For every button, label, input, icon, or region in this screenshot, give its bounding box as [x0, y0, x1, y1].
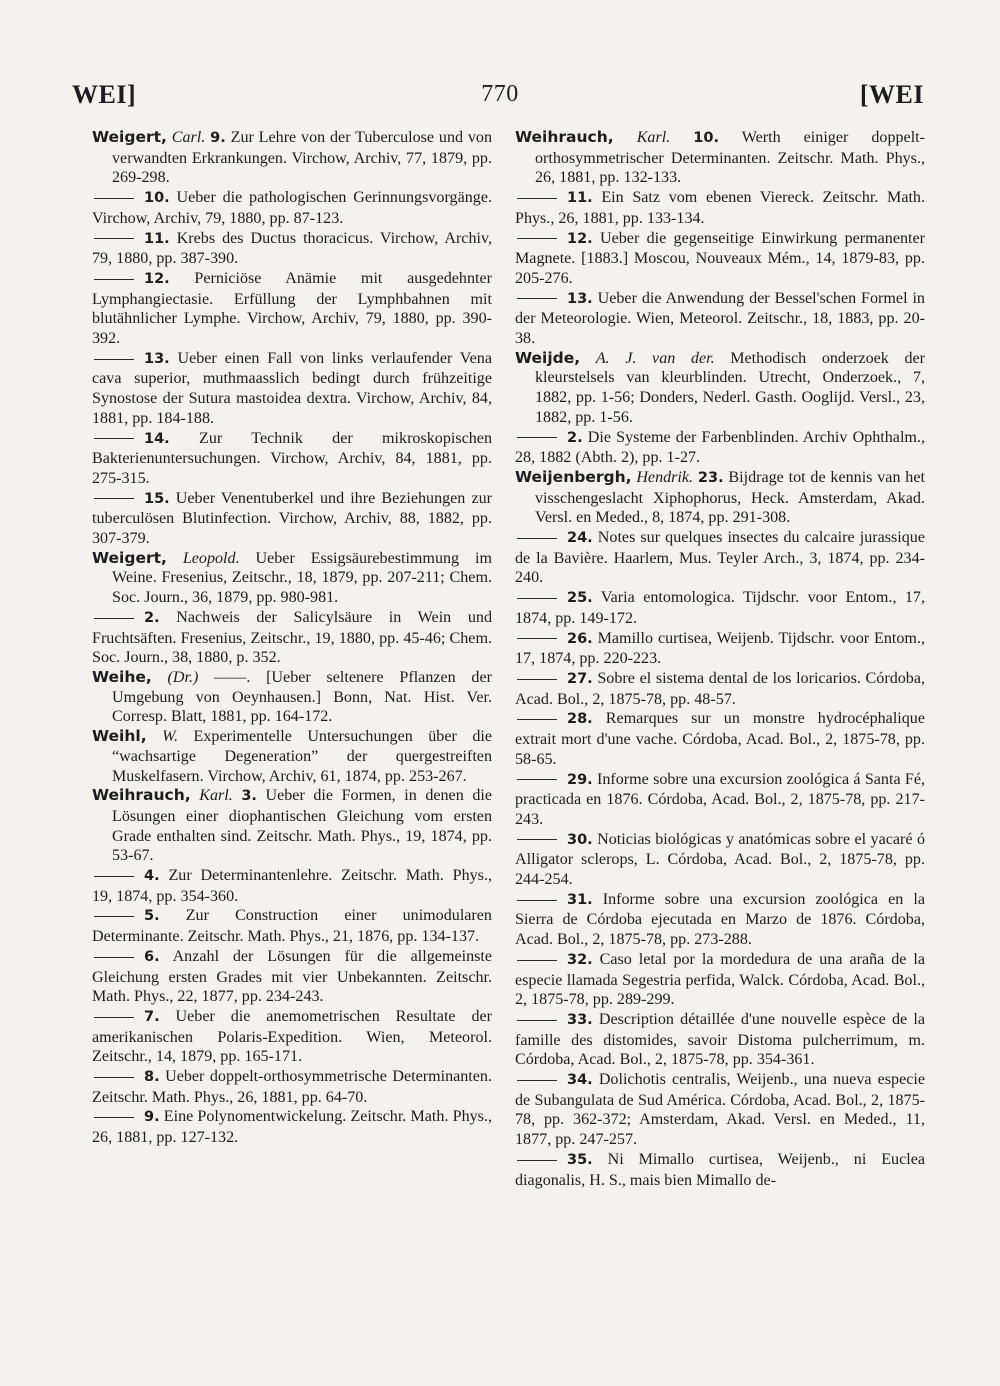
ditto-dash	[517, 839, 557, 840]
author-given-name: A. J. van der.	[595, 349, 715, 367]
entry-number: 24.	[567, 530, 593, 547]
entry-number: 11.	[567, 190, 593, 207]
entry-text: Ni Mimallo curtisea, Weijenb., ni Euclea diagonalis, H. S., mais bien Mimallo de-	[515, 1150, 925, 1189]
entry-text: Ueber Essigsäurebestimmung im Weine. Fresenius, Zeitschr., 18, 1879, pp. 207-211; Chem. Soc. Journ., 36, 1879, pp. 980-981.	[112, 549, 492, 607]
ditto-dash	[94, 957, 134, 958]
bibliography-entry	[515, 709, 925, 769]
author-name: Weihe,	[92, 667, 152, 686]
bibliography-entry	[515, 890, 925, 950]
entry-number: 35.	[567, 1151, 593, 1168]
entry-number: 15.	[144, 490, 170, 507]
entry-text: Eine Polynomentwickelung. Zeitschr. Math. Phys., 26, 1881, pp. 127-132.	[92, 1108, 492, 1147]
bibliography-entry	[92, 549, 492, 608]
ditto-dash	[517, 538, 557, 539]
entry-number: 2.	[144, 609, 160, 626]
bibliography-entry	[515, 588, 925, 628]
entry-text: Nachweis der Salicylsäure in Wein und Fruchtsäften. Fresenius, Zeitschr., 19, 1880, pp. 45-46; Chem. Soc. Journ., 38, 1880, p. 352.	[92, 608, 492, 667]
author-given-name: Hendrik.	[636, 468, 694, 486]
author-name: Weihrauch,	[92, 786, 191, 805]
entry-text: Die Systeme der Farbenblinden. Archiv Ophthalm., 28, 1882 (Abth. 2), pp. 1-27.	[515, 428, 925, 467]
ditto-dash	[94, 916, 134, 917]
bibliography-entry	[92, 128, 492, 188]
entry-number: 13.	[144, 350, 170, 367]
ditto-dash	[517, 719, 557, 720]
bibliography-entry	[92, 429, 492, 489]
bibliography-entry	[92, 269, 492, 349]
entry-number: 32.	[567, 951, 593, 968]
author-name: Weijenbergh,	[515, 467, 632, 486]
bibliography-entry	[515, 629, 925, 669]
bibliography-entry	[515, 669, 925, 709]
ditto-dash	[94, 498, 134, 499]
entry-text: Werth einiger doppelt-orthosymmetrischer Determinanten. Zeitschr. Math. Phys., 26, 1881, pp. 132-133.	[535, 129, 925, 187]
author-given-name: (Dr.)	[167, 668, 199, 686]
entry-text: Experimentelle Untersuchungen über die “wachsartige Degeneration” der quergestreiften Muskelfasern. Virchow, Archiv, 61, 1874, pp. 253-267.	[112, 728, 492, 785]
entry-number: 10.	[144, 190, 170, 207]
entry-number: 27.	[567, 670, 593, 687]
bibliography-entry	[515, 468, 925, 528]
ditto-dash	[94, 618, 134, 619]
author-given-name: Karl.	[636, 129, 671, 146]
bibliography-entry	[92, 786, 492, 866]
entry-text: Varia entomologica. Tijdschr. voor Entom., 17, 1874, pp. 149-172.	[515, 589, 926, 627]
entry-number: 4.	[144, 868, 160, 885]
bibliography-entry	[92, 349, 492, 429]
entry-number: 12.	[144, 270, 170, 287]
entry-number: 3.	[241, 788, 257, 805]
bibliography-entry	[92, 1007, 492, 1067]
entry-number: 23.	[697, 469, 724, 486]
ditto-dash	[94, 359, 134, 360]
entry-text: Perniciöse Anämie mit ausgedehnter Lymphangiectasie. Erfüllung der Lymphbahnen mit blutähnlicher Lymphe. Virchow, Archiv, 79, 1880, pp. 390-392.	[92, 269, 492, 348]
ditto-dash	[517, 779, 557, 780]
entry-text: Ueber die gegenseitige Einwirkung permanenter Magnete. [1883.] Moscou, Nouveaux Mém., 14, 1879-83, pp. 205-276.	[515, 229, 925, 287]
entry-text: Ein Satz vom ebenen Viereck. Zeitschr. Math. Phys., 26, 1881, pp. 133-134.	[515, 189, 926, 227]
page-number: 770	[481, 81, 519, 107]
entry-number: 28.	[567, 711, 593, 728]
ditto-dash	[517, 679, 557, 680]
entry-number: 2.	[567, 429, 583, 446]
entry-text: Ueber die Anwendung der Bessel'schen Formel in der Meteorologie. Wien, Meteorol. Zeitschr., 18, 1883, pp. 20-38.	[515, 289, 925, 348]
ditto-dash	[517, 638, 557, 639]
entry-text: Krebs des Ductus thoracicus. Virchow, Archiv, 79, 1880, pp. 387-390.	[92, 229, 492, 268]
entry-number: 10.	[693, 130, 719, 146]
entry-text: Mamillo curtisea, Weijenb. Tijdschr. voor Entom., 17, 1874, pp. 220-223.	[515, 629, 925, 668]
bibliography-entry	[92, 229, 492, 269]
entry-number: 5.	[144, 908, 160, 925]
entry-text: Remarques sur un monstre hydrocéphalique extrait mort d'une vache. Córdoba, Acad. Bol., 2, 1875-78, pp. 58-65.	[515, 710, 925, 768]
bibliography-entry	[92, 489, 492, 549]
ditto-dash	[94, 438, 134, 439]
author-name: Weigert,	[92, 128, 167, 146]
ditto-dash	[517, 437, 557, 438]
bibliography-entry	[515, 229, 925, 289]
ditto-dash	[94, 1017, 134, 1018]
ditto-dash	[94, 238, 134, 239]
author-given-name: Leopold.	[182, 549, 240, 567]
entry-text: Ueber die anemometrischen Resultate der amerikanischen Polaris-Expedition. Wien, Meteorol. Zeitschr., 14, 1879, pp. 165-171.	[92, 1007, 493, 1066]
bibliography-entry	[92, 947, 492, 1007]
bibliography-entry	[515, 1010, 925, 1070]
author-name: Weigert,	[92, 548, 167, 567]
entry-number: 33.	[567, 1011, 593, 1028]
entry-number: 11.	[144, 230, 170, 247]
running-head-left: WEI]	[72, 80, 137, 109]
bibliography-entry	[515, 1070, 925, 1150]
bibliography-entry	[92, 906, 492, 946]
entry-text: Informe sobre una excursion zoológica á Santa Fé, practicada en 1876. Córdoba, Acad. Bol., 2, 1875-78, pp. 217-243.	[515, 770, 925, 828]
entry-text: ——. [Ueber seltenere Pflanzen der Umgebung von Oeynhausen.] Bonn, Nat. Hist. Ver. Corresp. Blatt, 1881, pp. 164-172.	[112, 668, 492, 726]
author-given-name: Karl.	[199, 787, 233, 805]
entry-number: 30.	[567, 831, 593, 848]
entry-text: Methodisch onderzoek der kleurstelsels van kleurblinden. Utrecht, Onderzoek., 7, 1882, pp. 1-56; Donders, Nederl. Gasth. Ooglijd. Versl., 23, 1882, pp. 1-56.	[535, 349, 926, 426]
entry-text: Zur Determinantenlehre. Zeitschr. Math. Phys., 19, 1874, pp. 354-360.	[92, 867, 492, 905]
entry-number: 26.	[567, 630, 593, 647]
bibliography-entry	[92, 866, 492, 906]
running-head-right: [WEI	[859, 80, 924, 109]
ditto-dash	[517, 598, 557, 599]
bibliography-entry	[515, 188, 925, 228]
entry-number: 13.	[567, 290, 593, 307]
entry-text: Informe sobre una excursion zoológica en la Sierra de Córdoba ejecutada en Marzo de 1876. Córdoba, Acad. Bol., 2, 1875-78, pp. 273-288.	[515, 890, 925, 949]
ditto-dash	[94, 279, 134, 280]
entry-text: Ueber die pathologischen Gerinnungsvorgänge. Virchow, Archiv, 79, 1880, pp. 87-123.	[92, 189, 492, 227]
ditto-dash	[517, 198, 557, 199]
entry-number: 14.	[144, 430, 170, 447]
bibliography-entry	[515, 950, 925, 1010]
bibliography-entry	[515, 289, 925, 349]
bibliography-entry	[515, 830, 925, 890]
bibliography-entry	[515, 770, 925, 830]
ditto-dash	[517, 1160, 557, 1161]
ditto-dash	[517, 1080, 557, 1081]
right-column	[515, 128, 925, 1190]
left-column	[92, 128, 492, 1148]
author-name: Weihrauch,	[515, 128, 614, 146]
bibliography-entry	[515, 1150, 925, 1190]
entry-text: Dolichotis centralis, Weijenb., una nueva especie de Subangulata de Sud América. Córdoba, Acad. Bol., 2, 1875-78, pp. 362-372; Amsterdam, Akad. Versl. en Meded., 11, 1877, pp. 247-257.	[515, 1071, 925, 1149]
bibliography-entry	[92, 608, 492, 668]
bibliography-entry	[92, 727, 492, 786]
ditto-dash	[517, 960, 557, 961]
entry-text: Bijdrage tot de kennis van het visschengeslacht Xiphophorus, Heck. Amsterdam, Akad. Versl. en Meded., 8, 1874, pp. 291-308.	[535, 468, 925, 527]
author-given-name: Carl.	[171, 129, 206, 146]
author-given-name: W.	[162, 728, 179, 746]
entry-text: Anzahl der Lösungen für die allgemeinste Gleichung ersten Grades mit vier Unbekannten. Zeitschr. Math. Phys., 22, 1877, pp. 234-243.	[92, 947, 492, 1006]
bibliography-entry	[92, 668, 492, 727]
entry-text: Caso letal por la mordedura de una araña de la especie llamada Segestria perfida, Walck. Córdoba, Acad. Bol., 2, 1875-78, pp. 289-299.	[515, 950, 925, 1009]
bibliography-entry	[515, 128, 925, 188]
ditto-dash	[94, 198, 134, 199]
ditto-dash	[94, 1117, 134, 1118]
ditto-dash	[517, 900, 557, 901]
author-name: Weihl,	[92, 727, 147, 746]
entry-number: 34.	[567, 1072, 593, 1089]
entry-text: Ueber die Formen, in denen die Lösungen einer diophantischen Gleichung vom ersten Grade enthalten sind. Zeitschr. Math. Phys., 19, 1874, pp. 53-67.	[112, 787, 492, 865]
bibliography-entry	[515, 428, 925, 468]
entry-text: Ueber Venentuberkel und ihre Beziehungen zur tuberculösen Blutinfection. Virchow, Archiv, 88, 1882, pp. 307-379.	[92, 489, 492, 548]
entry-number: 12.	[567, 230, 593, 247]
entry-number: 6.	[144, 948, 160, 965]
ditto-dash	[517, 238, 557, 239]
entry-text: Zur Construction einer unimodularen Determinante. Zeitschr. Math. Phys., 21, 1876, pp. 134-137.	[92, 907, 492, 946]
entry-text: Noticias biológicas y anatómicas sobre el yacaré ó Alligator sclerops, L. Córdoba, Acad. Bol., 2, 1875-78, pp. 244-254.	[515, 830, 925, 889]
author-name: Weijde,	[515, 348, 581, 367]
ditto-dash	[517, 298, 557, 299]
entry-number: 8.	[144, 1069, 160, 1086]
entry-number: 29.	[567, 771, 593, 788]
entry-text: Notes sur quelques insectes du calcaire jurassique de la Bavière. Haarlem, Mus. Teyler Arch., 3, 1874, pp. 234-240.	[515, 529, 925, 587]
entry-text: Sobre el sistema dental de los loricarios. Córdoba, Acad. Bol., 2, 1875-78, pp. 48-57.	[515, 669, 925, 708]
bibliography-entry	[515, 349, 925, 428]
entry-number: 7.	[144, 1008, 160, 1025]
entry-number: 9.	[144, 1109, 160, 1126]
entry-text: Zur Technik der mikroskopischen Bakterienuntersuchungen. Virchow, Archiv, 84, 1881, pp. 275-315.	[92, 429, 492, 487]
bibliography-entry	[92, 188, 492, 228]
entry-text: Ueber doppelt-orthosymmetrische Determinanten. Zeitschr. Math. Phys., 26, 1881, pp. 64-70.	[92, 1068, 492, 1106]
entry-text: Zur Lehre von der Tuberculose und von verwandten Erkrankungen. Virchow, Archiv, 77, 1879, pp. 269-298.	[112, 129, 493, 187]
bibliography-entry	[515, 528, 925, 588]
ditto-dash	[94, 1077, 134, 1078]
entry-number: 9.	[210, 130, 226, 146]
ditto-dash	[94, 876, 134, 877]
bibliography-entry	[92, 1107, 492, 1147]
entry-number: 31.	[567, 891, 593, 908]
entry-number: 25.	[567, 590, 593, 607]
entry-text: Description détaillée d'une nouvelle espèce de la famille des distomides, savoir Distoma pulcherrimum, m. Córdoba, Acad. Bol., 2, 1875-78, pp. 354-361.	[515, 1010, 925, 1069]
bibliography-entry	[92, 1067, 492, 1107]
ditto-dash	[517, 1020, 557, 1021]
entry-text: Ueber einen Fall von links verlaufender Vena cava superior, muthmaasslich bedingt durch frühzeitige Synostose der Sutura mastoidea dextra. Virchow, Archiv, 84, 1881, pp. 184-188.	[92, 349, 492, 427]
